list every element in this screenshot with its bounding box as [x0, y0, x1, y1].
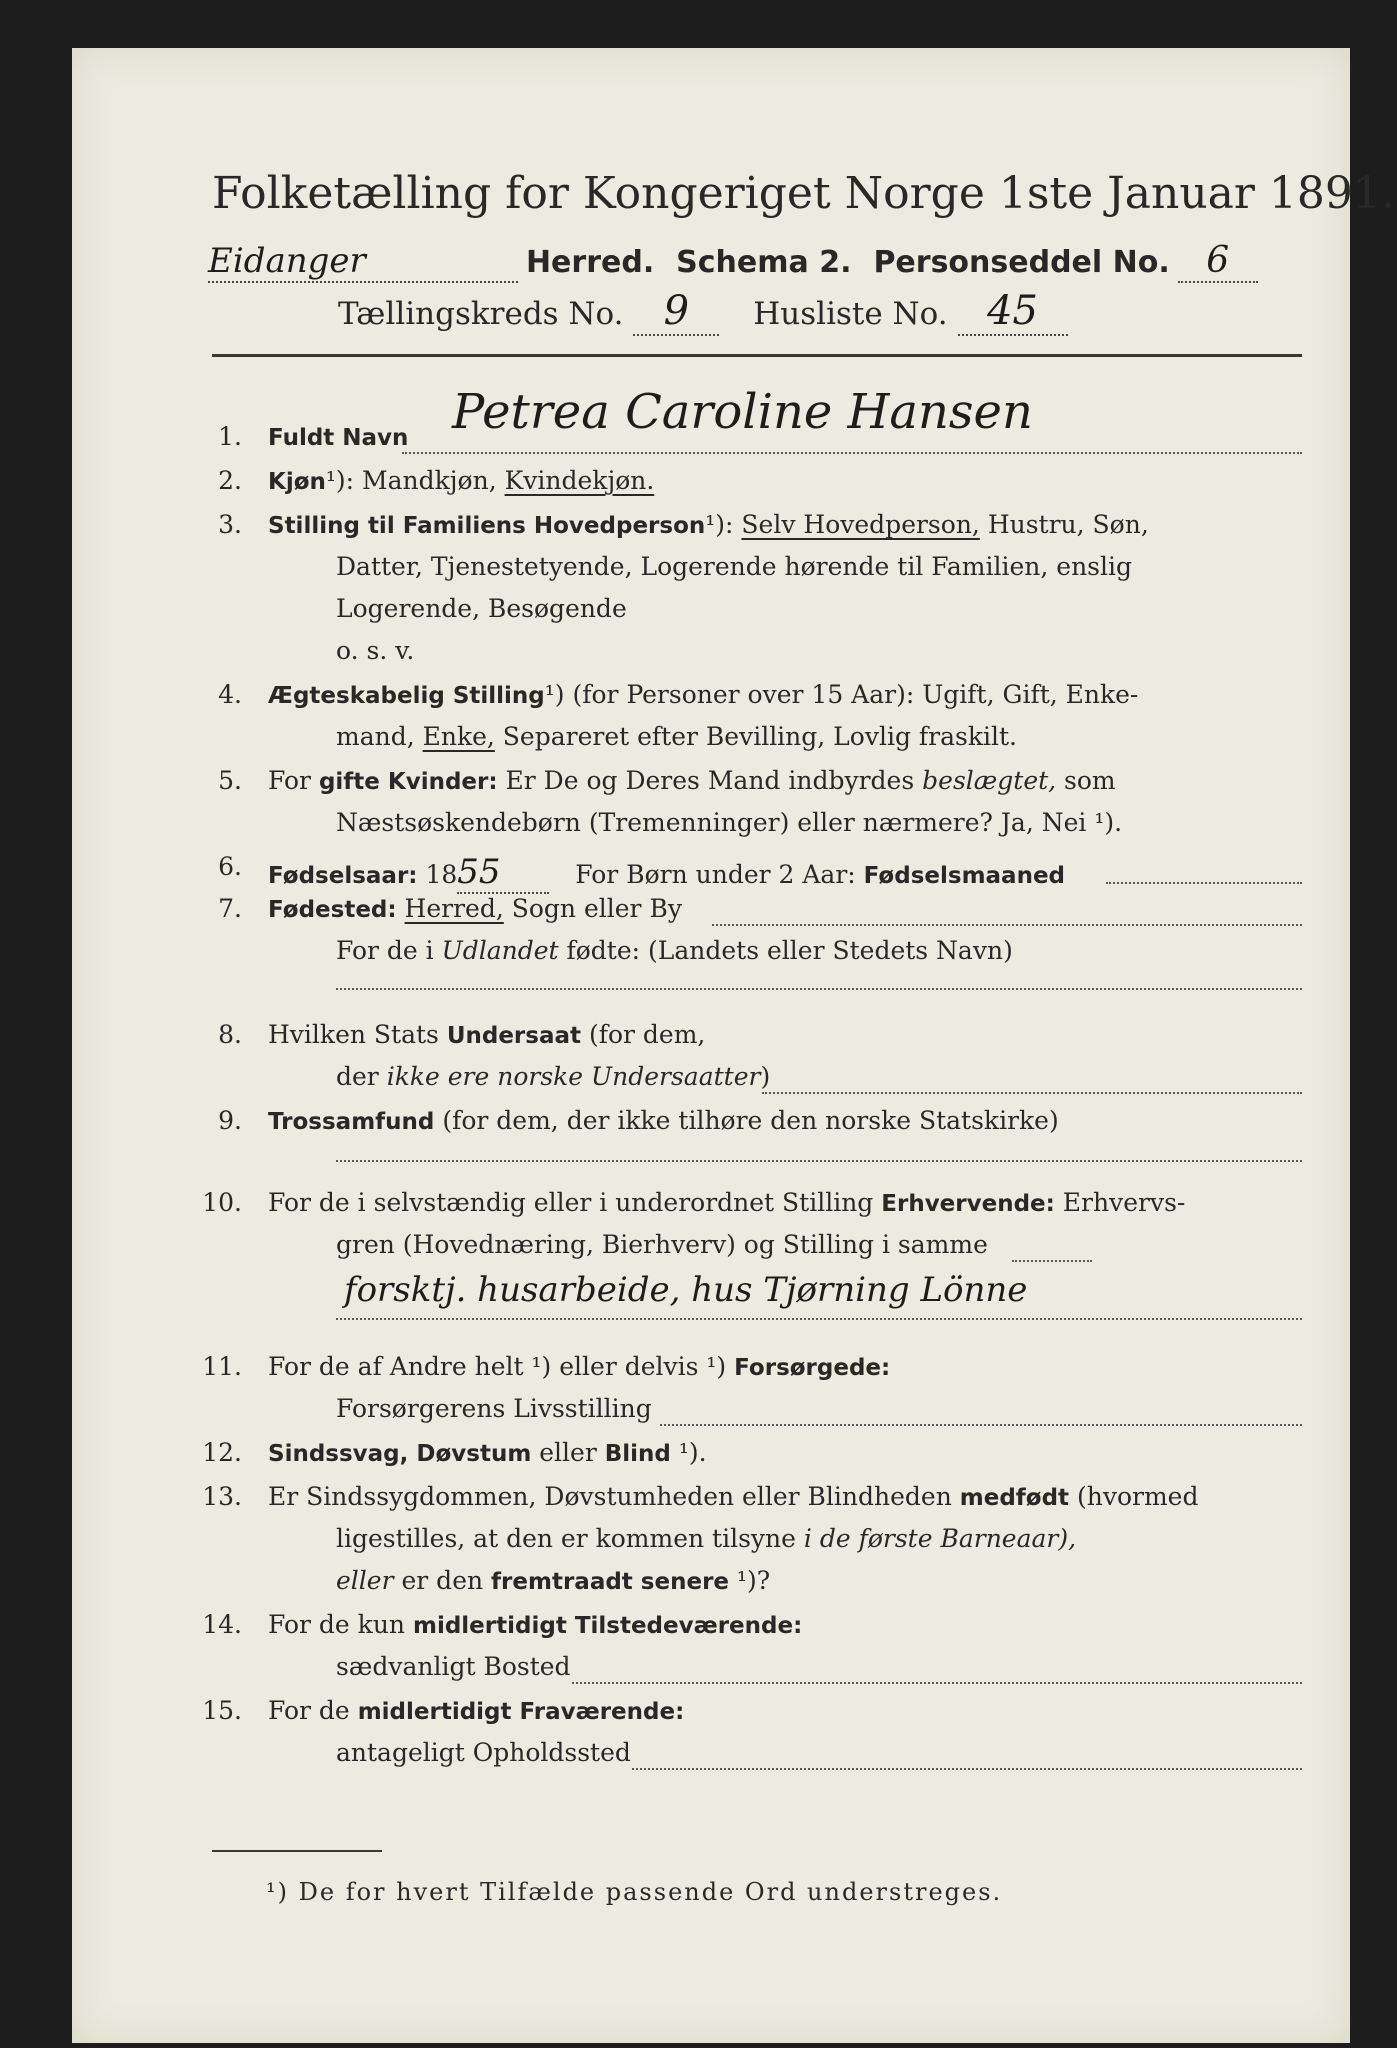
husliste-value: 45: [958, 288, 1068, 336]
q15-fill-line: [632, 1768, 1302, 1770]
q10-fill-line-2: [336, 1318, 1302, 1320]
q4-line2: mand, Enke, Separeret efter Bevilling, Lovlig fraskilt.: [336, 722, 1017, 751]
q1-name-value: Petrea Caroline Hansen: [452, 384, 1033, 440]
q6-line1: Fødselsaar: 1855 For Børn under 2 Aar: Fødselsmaaned: [268, 852, 1066, 892]
personseddel-value: 6: [1178, 240, 1258, 283]
q3-line3: Logerende, Besøgende: [336, 594, 627, 623]
q11-line2: Forsørgerens Livsstilling: [336, 1394, 652, 1423]
q3-line4: o. s. v.: [336, 636, 415, 665]
schema-label: Schema 2.: [676, 245, 852, 280]
q8-number: 8.: [218, 1020, 242, 1049]
kreds-line: [338, 288, 1068, 336]
q12-number: 12.: [202, 1438, 242, 1467]
q9-line1: Trossamfund (for dem, der ikke tilhøre den norske Statskirke): [268, 1106, 1059, 1135]
q13-line2: ligestilles, at den er kommen tilsyne i de første Barneaar),: [336, 1524, 1077, 1553]
q2-text: Kjøn¹): Mandkjøn, Kvindekjøn.: [268, 466, 655, 495]
q10-number: 10.: [202, 1188, 242, 1217]
q9-number: 9.: [218, 1106, 242, 1135]
q11-number: 11.: [202, 1352, 242, 1381]
q4-line1: Ægteskabelig Stilling¹) (for Personer over 15 Aar): Ugift, Gift, Enke-: [268, 680, 1139, 709]
form-title: Folketælling for Kongeriget Norge 1ste Januar 1891.: [212, 168, 1395, 219]
herred-line: [208, 240, 1308, 286]
q7-fill-line: [712, 924, 1302, 926]
q1-fill-line: [402, 452, 1302, 454]
q5-line1: For gifte Kvinder: Er De og Deres Mand indbyrdes beslægtet, som: [268, 766, 1116, 795]
q6-fill-line: [1106, 882, 1302, 884]
q14-number: 14.: [202, 1610, 242, 1639]
q8-line2: der ikke ere norske Undersaatter): [336, 1062, 771, 1091]
q8-line1: Hvilken Stats Undersaat (for dem,: [268, 1020, 706, 1049]
q5-line2: Næstsøskendebørn (Tremenninger) eller nærmere? Ja, Nei ¹).: [336, 808, 1123, 837]
personseddel-label: Personseddel No.: [873, 245, 1170, 280]
q10-fill-line: [1012, 1260, 1092, 1262]
herred-label: Herred.: [525, 245, 655, 280]
q3-number: 3.: [218, 510, 242, 539]
footnote-rule: [212, 1850, 382, 1852]
q7-line2: For de i Udlandet fødte: (Landets eller Stedets Navn): [336, 936, 1013, 965]
footnote: ¹) De for hvert Tilfælde passende Ord understreges.: [266, 1878, 1003, 1906]
q5-number: 5.: [218, 766, 242, 795]
q7-number: 7.: [218, 894, 242, 923]
q14-line1: For de kun midlertidigt Tilstedeværende:: [268, 1610, 803, 1639]
kreds-value: 9: [633, 288, 719, 336]
q7-fill-line-2: [336, 988, 1302, 990]
q4-number: 4.: [218, 680, 242, 709]
q6-number: 6.: [218, 852, 242, 881]
q11-fill-line: [660, 1424, 1302, 1426]
q8-fill-line: [762, 1092, 1302, 1094]
q7-line1: Fødested: Herred, Sogn eller By: [268, 894, 682, 923]
census-form-page: [72, 48, 1395, 2043]
kreds-label: Tællingskreds No.: [338, 296, 624, 332]
q10-line2: gren (Hovednæring, Bierhverv) og Stilling i samme: [336, 1230, 988, 1259]
herred-value: Eidanger: [208, 241, 518, 283]
q10-line1: For de i selvstændig eller i underordnet Stilling Erhvervende: Erhvervs-: [268, 1188, 1186, 1217]
q12-line1: Sindssvag, Døvstum eller Blind ¹).: [268, 1438, 707, 1467]
q1-label: Fuldt Navn: [268, 425, 409, 451]
q3-line2: Datter, Tjenestetyende, Logerende hørende til Familien, enslig: [336, 552, 1133, 581]
q1-number: 1.: [218, 422, 242, 451]
q13-line3: eller er den fremtraadt senere ¹)?: [336, 1566, 771, 1595]
q15-line1: For de midlertidigt Fraværende:: [268, 1696, 685, 1725]
q11-line1: For de af Andre helt ¹) eller delvis ¹) Forsørgede:: [268, 1352, 891, 1381]
q14-fill-line: [572, 1682, 1302, 1684]
q13-line1: Er Sindssygdommen, Døvstumheden eller Blindheden medfødt (hvormed: [268, 1482, 1199, 1511]
q2-number: 2.: [218, 466, 242, 495]
husliste-label: Husliste No.: [753, 296, 948, 332]
q15-line2: antageligt Opholdssted: [336, 1738, 631, 1767]
q3-line1: Stilling til Familiens Hovedperson¹): Selv Hovedperson, Hustru, Søn,: [268, 510, 1149, 539]
q14-line2: sædvanligt Bosted: [336, 1652, 571, 1681]
q13-number: 13.: [202, 1482, 242, 1511]
q15-number: 15.: [202, 1696, 242, 1725]
header-rule: [212, 354, 1302, 357]
q10-occupation-value: forsktj. husarbeide, hus Tjørning Lönne: [344, 1270, 1028, 1310]
q9-fill-line: [336, 1160, 1302, 1162]
